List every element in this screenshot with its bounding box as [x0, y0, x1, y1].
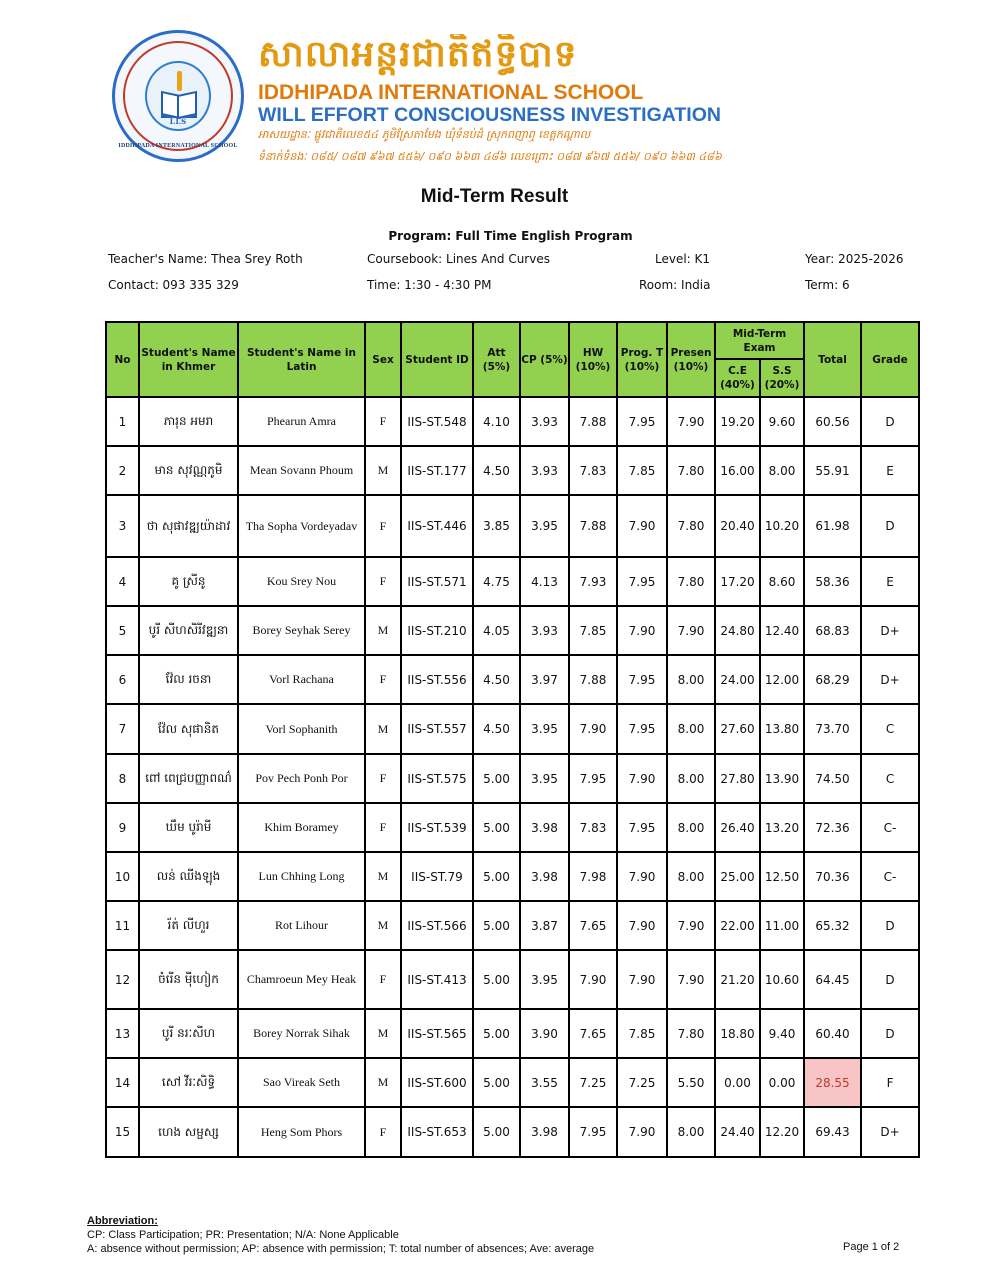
cell-att: 5.00	[473, 852, 520, 901]
cell-att: 5.00	[473, 803, 520, 852]
cell-att: 5.00	[473, 1009, 520, 1058]
book-icon	[161, 93, 197, 118]
cell-name-latin: Borey Norrak Sihak	[238, 1009, 365, 1058]
cell-name-khmer: ថា សុផាវឌ្ឍយ៉ាដាវ	[139, 495, 238, 557]
cell-ce: 27.80	[715, 754, 760, 803]
cell-sex: F	[365, 397, 401, 446]
cell-total: 61.98	[804, 495, 861, 557]
cell-prog: 7.95	[617, 704, 667, 754]
table-row	[106, 446, 919, 495]
cell-student-id: IIS-ST.565	[401, 1009, 473, 1058]
cell-prog: 7.85	[617, 446, 667, 495]
cell-presen: 7.90	[667, 950, 715, 1009]
cell-cp: 3.95	[520, 495, 569, 557]
cell-no: 6	[106, 655, 139, 704]
cell-att: 5.00	[473, 950, 520, 1009]
cell-prog: 7.85	[617, 1009, 667, 1058]
page-number: Page 1 of 2	[843, 1241, 900, 1253]
cell-ss: 0.00	[760, 1058, 804, 1107]
cell-total: 72.36	[804, 803, 861, 852]
cell-sex: M	[365, 704, 401, 754]
cell-grade: E	[861, 446, 919, 495]
cell-name-latin: Heng Som Phors	[238, 1107, 365, 1157]
cell-name-latin: Lun Chhing Long	[238, 852, 365, 901]
table-row	[106, 852, 919, 901]
cell-ce: 19.20	[715, 397, 760, 446]
cell-cp: 4.13	[520, 557, 569, 606]
cell-prog: 7.90	[617, 950, 667, 1009]
cell-total: 73.70	[804, 704, 861, 754]
cell-no: 12	[106, 950, 139, 1009]
cell-ss: 9.60	[760, 397, 804, 446]
cell-att: 4.10	[473, 397, 520, 446]
cell-student-id: IIS-ST.210	[401, 606, 473, 655]
cell-sex: M	[365, 1058, 401, 1107]
cell-sex: F	[365, 495, 401, 557]
cell-presen: 7.90	[667, 606, 715, 655]
cell-student-id: IIS-ST.557	[401, 704, 473, 754]
cell-name-khmer: ចំរើន មុីហៀក	[139, 950, 238, 1009]
cell-hw: 7.93	[569, 557, 617, 606]
cell-name-khmer: មាន សុវណ្ណភូមិ	[139, 446, 238, 495]
cell-total: 70.36	[804, 852, 861, 901]
cell-cp: 3.93	[520, 397, 569, 446]
cell-name-latin: Chamroeun Mey Heak	[238, 950, 365, 1009]
school-year: Year: 2025-2026	[805, 252, 904, 266]
cell-total: 28.55	[804, 1058, 861, 1107]
cell-ce: 25.00	[715, 852, 760, 901]
cell-ce: 27.60	[715, 704, 760, 754]
contact: Contact: 093 335 329	[108, 278, 239, 292]
table-row	[106, 655, 919, 704]
cell-prog: 7.95	[617, 803, 667, 852]
cell-grade: E	[861, 557, 919, 606]
room: Room: India	[639, 278, 711, 292]
cell-hw: 7.83	[569, 446, 617, 495]
cell-no: 4	[106, 557, 139, 606]
cell-name-khmer: គូ ស្រីនូ	[139, 557, 238, 606]
cell-total: 60.40	[804, 1009, 861, 1058]
cell-att: 4.05	[473, 606, 520, 655]
cell-student-id: IIS-ST.548	[401, 397, 473, 446]
header-ce: C.E (40%)	[715, 359, 760, 397]
cell-att: 4.50	[473, 655, 520, 704]
cell-ss: 10.60	[760, 950, 804, 1009]
cell-presen: 7.80	[667, 557, 715, 606]
cell-sex: F	[365, 950, 401, 1009]
cell-hw: 7.65	[569, 901, 617, 950]
cell-cp: 3.90	[520, 1009, 569, 1058]
header-student-id: Student ID	[401, 322, 473, 397]
cell-prog: 7.90	[617, 754, 667, 803]
cell-name-khmer: ឃឹម បូរ៉ាមី	[139, 803, 238, 852]
abbreviation-title: Abbreviation:	[87, 1215, 158, 1227]
header-name-latin: Student's Name in Latin	[238, 322, 365, 397]
cell-ce: 24.80	[715, 606, 760, 655]
table-row	[106, 704, 919, 754]
cell-presen: 7.80	[667, 495, 715, 557]
cell-name-khmer: សៅ វីរៈសិទ្ធិ	[139, 1058, 238, 1107]
cell-name-latin: Vorl Sophanith	[238, 704, 365, 754]
cell-hw: 7.98	[569, 852, 617, 901]
cell-ce: 26.40	[715, 803, 760, 852]
cell-name-khmer: ពៅ ពេជ្របញ្ញាពណ៌	[139, 754, 238, 803]
cell-total: 64.45	[804, 950, 861, 1009]
cell-sex: M	[365, 606, 401, 655]
cell-student-id: IIS-ST.556	[401, 655, 473, 704]
school-name-khmer: សាលាអន្តរជាតិឥទ្ធិបាទ	[258, 34, 578, 75]
cell-grade: D+	[861, 1107, 919, 1157]
header-name-khmer: Student's Name in Khmer	[139, 322, 238, 397]
cell-no: 1	[106, 397, 139, 446]
cell-name-latin: Borey Seyhak Serey	[238, 606, 365, 655]
cell-sex: M	[365, 852, 401, 901]
cell-ss: 12.20	[760, 1107, 804, 1157]
level: Level: K1	[655, 252, 711, 266]
table-row	[106, 495, 919, 557]
cell-no: 15	[106, 1107, 139, 1157]
cell-student-id: IIS-ST.571	[401, 557, 473, 606]
cell-ss: 12.40	[760, 606, 804, 655]
cell-name-khmer: បូរី សីហសិរីវឌ្ឍនា	[139, 606, 238, 655]
cell-total: 58.36	[804, 557, 861, 606]
cell-cp: 3.97	[520, 655, 569, 704]
cell-presen: 7.90	[667, 901, 715, 950]
cell-ss: 13.20	[760, 803, 804, 852]
header-cp: CP (5%)	[520, 322, 569, 397]
cell-grade: D	[861, 950, 919, 1009]
cell-ss: 8.00	[760, 446, 804, 495]
cell-grade: C	[861, 704, 919, 754]
table-row	[106, 1107, 919, 1157]
cell-total: 68.83	[804, 606, 861, 655]
torch-icon	[177, 71, 182, 91]
cell-prog: 7.90	[617, 852, 667, 901]
cell-ce: 0.00	[715, 1058, 760, 1107]
cell-grade: F	[861, 1058, 919, 1107]
table-row	[106, 1009, 919, 1058]
cell-cp: 3.93	[520, 446, 569, 495]
teacher-name: Teacher's Name: Thea Srey Roth	[108, 252, 303, 266]
cell-grade: C-	[861, 803, 919, 852]
school-address: អាសយដ្ឋានៈ ផ្លូវជាតិលេខ៥៤ ភូមិស្រែតាមែង ឃុំទំនប់ដំ ស្រុកពញាឮ ខេត្តកណ្តាល	[258, 128, 591, 141]
cell-grade: C	[861, 754, 919, 803]
cell-ce: 24.00	[715, 655, 760, 704]
cell-presen: 7.90	[667, 397, 715, 446]
cell-name-latin: Kou Srey Nou	[238, 557, 365, 606]
school-motto: WILL EFFORT CONSCIOUSNESS INVESTIGATION	[258, 104, 721, 126]
cell-total: 55.91	[804, 446, 861, 495]
cell-ss: 12.00	[760, 655, 804, 704]
cell-total: 68.29	[804, 655, 861, 704]
header-hw: HW (10%)	[569, 322, 617, 397]
cell-ss: 9.40	[760, 1009, 804, 1058]
cell-name-latin: Rot Lihour	[238, 901, 365, 950]
cell-prog: 7.90	[617, 495, 667, 557]
logo-initials: I.I.S	[169, 117, 187, 126]
cell-name-khmer: រ័ត់ លីហួរ	[139, 901, 238, 950]
cell-ss: 10.20	[760, 495, 804, 557]
cell-ce: 21.20	[715, 950, 760, 1009]
school-contact: ទំនាក់ទំនងៈ ០៨៥/ ០៨៧ ៩៦៧ ៥៥៦/ ០៩០ ៦៦៣ ៤៨៦ លេខព្រោះ ០៨៧ ៩៦៧ ៥៥៦/ ០៩០ ៦៦៣ ៤៨៦	[258, 150, 722, 163]
cell-sex: F	[365, 803, 401, 852]
cell-hw: 7.90	[569, 704, 617, 754]
cell-presen: 8.00	[667, 803, 715, 852]
cell-grade: D+	[861, 655, 919, 704]
cell-prog: 7.90	[617, 1107, 667, 1157]
cell-cp: 3.93	[520, 606, 569, 655]
cell-cp: 3.95	[520, 704, 569, 754]
header-midterm: Mid-Term Exam	[715, 322, 804, 359]
cell-no: 10	[106, 852, 139, 901]
cell-hw: 7.95	[569, 754, 617, 803]
cell-student-id: IIS-ST.446	[401, 495, 473, 557]
cell-name-latin: Vorl Rachana	[238, 655, 365, 704]
cell-cp: 3.95	[520, 950, 569, 1009]
cell-total: 60.56	[804, 397, 861, 446]
cell-hw: 7.85	[569, 606, 617, 655]
cell-cp: 3.98	[520, 803, 569, 852]
cell-hw: 7.88	[569, 397, 617, 446]
table-row	[106, 754, 919, 803]
cell-ce: 22.00	[715, 901, 760, 950]
cell-no: 13	[106, 1009, 139, 1058]
cell-no: 2	[106, 446, 139, 495]
cell-prog: 7.90	[617, 901, 667, 950]
page-title: Mid-Term Result	[420, 186, 569, 207]
cell-name-khmer: វ៉ែល រចនា	[139, 655, 238, 704]
table-row	[106, 557, 919, 606]
program-label: Program: Full Time English Program	[388, 229, 633, 243]
cell-student-id: IIS-ST.539	[401, 803, 473, 852]
cell-hw: 7.65	[569, 1009, 617, 1058]
cell-student-id: IIS-ST.79	[401, 852, 473, 901]
cell-att: 3.85	[473, 495, 520, 557]
cell-name-khmer: វ៉ែល សុផានិត	[139, 704, 238, 754]
abbreviation-line-1: CP: Class Participation; PR: Presentation; N/A: None Applicable	[87, 1229, 399, 1241]
coursebook: Coursebook: Lines And Curves	[367, 252, 550, 266]
cell-name-khmer: ភារុន អមរា	[139, 397, 238, 446]
logo-emblem	[145, 61, 211, 131]
cell-prog: 7.25	[617, 1058, 667, 1107]
header-total: Total	[804, 322, 861, 397]
cell-name-latin: Phearun Amra	[238, 397, 365, 446]
cell-ce: 18.80	[715, 1009, 760, 1058]
cell-ss: 12.50	[760, 852, 804, 901]
cell-ce: 17.20	[715, 557, 760, 606]
cell-presen: 8.00	[667, 852, 715, 901]
cell-name-latin: Pov Pech Ponh Por	[238, 754, 365, 803]
cell-presen: 7.80	[667, 1009, 715, 1058]
header-presen: Presen (10%)	[667, 322, 715, 397]
logo-text: IDDHIPADA INTERNATIONAL SCHOOL	[118, 143, 238, 149]
cell-ss: 13.90	[760, 754, 804, 803]
cell-ss: 13.80	[760, 704, 804, 754]
cell-att: 4.50	[473, 446, 520, 495]
cell-presen: 8.00	[667, 754, 715, 803]
cell-att: 4.50	[473, 704, 520, 754]
term: Term: 6	[805, 278, 850, 292]
header-no: No	[106, 322, 139, 397]
class-time: Time: 1:30 - 4:30 PM	[367, 278, 492, 292]
header-sex: Sex	[365, 322, 401, 397]
table-row	[106, 950, 919, 1009]
header-prog: Prog. T (10%)	[617, 322, 667, 397]
cell-no: 9	[106, 803, 139, 852]
cell-no: 5	[106, 606, 139, 655]
cell-ce: 24.40	[715, 1107, 760, 1157]
cell-no: 14	[106, 1058, 139, 1107]
cell-student-id: IIS-ST.566	[401, 901, 473, 950]
cell-student-id: IIS-ST.575	[401, 754, 473, 803]
cell-ce: 20.40	[715, 495, 760, 557]
cell-sex: M	[365, 1009, 401, 1058]
cell-name-khmer: ហេង សម្ផស្ស	[139, 1107, 238, 1157]
cell-hw: 7.25	[569, 1058, 617, 1107]
cell-student-id: IIS-ST.600	[401, 1058, 473, 1107]
cell-total: 65.32	[804, 901, 861, 950]
cell-cp: 3.98	[520, 1107, 569, 1157]
cell-no: 3	[106, 495, 139, 557]
cell-hw: 7.90	[569, 950, 617, 1009]
cell-hw: 7.88	[569, 655, 617, 704]
cell-hw: 7.83	[569, 803, 617, 852]
cell-att: 4.75	[473, 557, 520, 606]
cell-hw: 7.95	[569, 1107, 617, 1157]
cell-name-khmer: បូរី នរៈសីហ	[139, 1009, 238, 1058]
cell-grade: D	[861, 901, 919, 950]
cell-cp: 3.98	[520, 852, 569, 901]
cell-presen: 8.00	[667, 704, 715, 754]
cell-cp: 3.55	[520, 1058, 569, 1107]
cell-student-id: IIS-ST.413	[401, 950, 473, 1009]
school-logo	[112, 30, 244, 162]
cell-no: 11	[106, 901, 139, 950]
cell-no: 7	[106, 704, 139, 754]
cell-no: 8	[106, 754, 139, 803]
table-row	[106, 397, 919, 446]
cell-sex: M	[365, 901, 401, 950]
header-att: Att (5%)	[473, 322, 520, 397]
cell-name-latin: Mean Sovann Phoum	[238, 446, 365, 495]
cell-prog: 7.95	[617, 397, 667, 446]
cell-presen: 5.50	[667, 1058, 715, 1107]
cell-sex: F	[365, 1107, 401, 1157]
cell-total: 69.43	[804, 1107, 861, 1157]
cell-name-latin: Khim Boramey	[238, 803, 365, 852]
table-row	[106, 901, 919, 950]
cell-grade: D	[861, 1009, 919, 1058]
cell-name-latin: Sao Vireak Seth	[238, 1058, 365, 1107]
cell-sex: F	[365, 754, 401, 803]
cell-sex: F	[365, 557, 401, 606]
cell-hw: 7.88	[569, 495, 617, 557]
table-row	[106, 803, 919, 852]
header-grade: Grade	[861, 322, 919, 397]
table-row	[106, 606, 919, 655]
cell-ss: 11.00	[760, 901, 804, 950]
cell-student-id: IIS-ST.653	[401, 1107, 473, 1157]
cell-name-khmer: លន់ ឈីងឡុង	[139, 852, 238, 901]
table-row	[106, 1058, 919, 1107]
cell-att: 5.00	[473, 901, 520, 950]
cell-presen: 8.00	[667, 655, 715, 704]
cell-ss: 8.60	[760, 557, 804, 606]
cell-grade: D+	[861, 606, 919, 655]
cell-prog: 7.95	[617, 557, 667, 606]
school-name-english: IDDHIPADA INTERNATIONAL SCHOOL	[258, 81, 644, 104]
cell-att: 5.00	[473, 1058, 520, 1107]
cell-att: 5.00	[473, 754, 520, 803]
abbreviation-line-2: A: absence without permission; AP: absence with permission; T: total number of absences; Ave: average	[87, 1243, 595, 1255]
cell-att: 5.00	[473, 1107, 520, 1157]
cell-grade: D	[861, 397, 919, 446]
header-ss: S.S (20%)	[760, 359, 804, 397]
cell-name-latin: Tha Sopha Vordeyadav	[238, 495, 365, 557]
cell-total: 74.50	[804, 754, 861, 803]
cell-ce: 16.00	[715, 446, 760, 495]
results-table	[105, 321, 920, 1158]
cell-grade: D	[861, 495, 919, 557]
cell-prog: 7.95	[617, 655, 667, 704]
cell-cp: 3.87	[520, 901, 569, 950]
cell-cp: 3.95	[520, 754, 569, 803]
cell-student-id: IIS-ST.177	[401, 446, 473, 495]
cell-sex: F	[365, 655, 401, 704]
cell-presen: 7.80	[667, 446, 715, 495]
cell-prog: 7.90	[617, 606, 667, 655]
cell-sex: M	[365, 446, 401, 495]
cell-grade: C-	[861, 852, 919, 901]
cell-presen: 8.00	[667, 1107, 715, 1157]
